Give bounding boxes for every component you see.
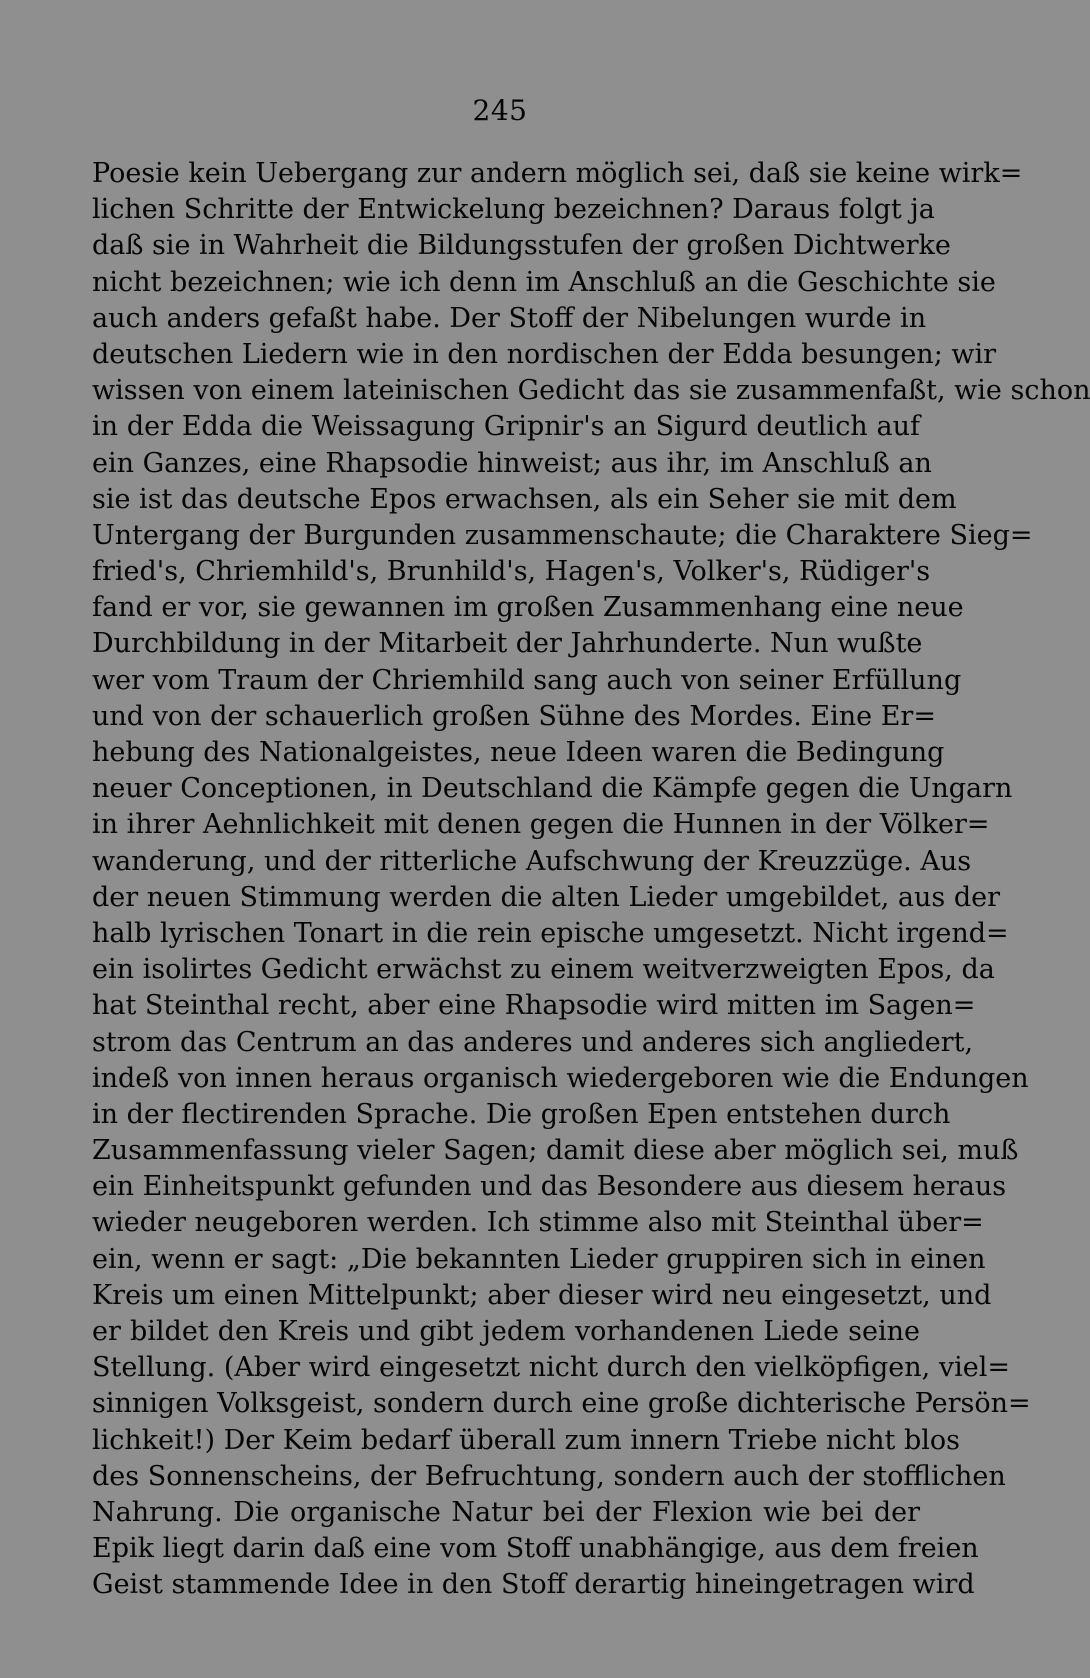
text-line: der neuen Stimmung werden die alten Lieder umgebildet, aus der <box>92 881 1001 913</box>
text-line: wanderung, und der ritterliche Aufschwung der Kreuzzüge. Aus <box>92 845 972 877</box>
text-line: Zusammenfassung vieler Sagen; damit diese aber möglich sei, muß <box>92 1135 1019 1167</box>
body-text <box>92 156 1090 1604</box>
text-line: und von der schauerlich großen Sühne des Mordes. Eine Er= <box>92 700 936 732</box>
text-line: ein Ganzes, eine Rhapsodie hinweist; aus ihr, im Anschluß an <box>92 447 932 479</box>
text-line: des Sonnenscheins, der Befruchtung, sondern auch der stofflichen <box>92 1460 1006 1492</box>
text-line: neuer Conceptionen, in Deutschland die Kämpfe gegen die Ungarn <box>92 773 1013 805</box>
text-line: ein, wenn er sagt: „Die bekannten Lieder gruppiren sich in einen <box>92 1243 986 1275</box>
text-line: deutschen Liedern wie in den nordischen der Edda besungen; wir <box>92 338 997 370</box>
text-line: Stellung. (Aber wird eingesetzt nicht durch den vielköpfigen, viel= <box>92 1352 1010 1384</box>
text-line: fand er vor, sie gewannen im großen Zusammenhang eine neue <box>92 592 964 624</box>
text-line: Epik liegt darin daß eine vom Stoff unabhängige, aus dem freien <box>92 1533 979 1565</box>
text-line: Nahrung. Die organische Natur bei der Flexion wie bei der <box>92 1496 920 1528</box>
text-line: Poesie kein Uebergang zur andern möglich sei, daß sie keine wirk= <box>92 158 1023 189</box>
text-line: ein Einheitspunkt gefunden und das Besondere aus diesem heraus <box>92 1171 1007 1203</box>
text-line: sinnigen Volksgeist, sondern durch eine große dichterische Persön= <box>92 1388 1031 1420</box>
text-line: Durchbildung in der Mitarbeit der Jahrhunderte. Nun wußte <box>92 628 923 660</box>
text-line: wer vom Traum der Chriemhild sang auch von seiner Erfüllung <box>92 664 962 696</box>
text-line: hat Steinthal recht, aber eine Rhapsodie wird mitten im Sagen= <box>92 990 976 1022</box>
text-line: sie ist das deutsche Epos erwachsen, als ein Seher sie mit dem <box>92 483 957 515</box>
text-line: fried's, Chriemhild's, Brunhild's, Hagen's, Volker's, Rüdiger's <box>92 556 931 588</box>
text-line: auch anders gefaßt habe. Der Stoff der Nibelungen wurde in <box>92 302 927 334</box>
text-line: strom das Centrum an das anderes und anderes sich angliedert, <box>92 1026 974 1058</box>
text-line: indeß von innen heraus organisch wiedergeboren wie die Endungen <box>92 1062 1029 1094</box>
text-line: Untergang der Burgunden zusammenschaute; die Charaktere Sieg= <box>92 519 1033 551</box>
text-line: in der flectirenden Sprache. Die großen Epen entstehen durch <box>92 1098 951 1130</box>
text-line: halb lyrischen Tonart in die rein epische umgesetzt. Nicht irgend= <box>92 917 1009 949</box>
text-line: lichen Schritte der Entwickelung bezeichnen? Daraus folgt ja <box>92 194 935 226</box>
text-line: hebung des Nationalgeistes, neue Ideen waren die Bedingung <box>92 737 945 768</box>
text-line: wieder neugeboren werden. Ich stimme also mit Steinthal über= <box>92 1207 984 1239</box>
text-line: in ihrer Aehnlichkeit mit denen gegen die Hunnen in der Völker= <box>92 809 990 841</box>
text-line: wissen von einem lateinischen Gedicht das sie zusammenfaßt, wie schon <box>92 375 1090 407</box>
text-line: nicht bezeichnen; wie ich denn im Anschluß an die Geschichte sie <box>92 266 996 298</box>
text-line: Geist stammende Idee in den Stoff derartig hineingetragen wird <box>92 1569 975 1601</box>
text-line: in der Edda die Weissagung Gripnir's an Sigurd deutlich auf <box>92 411 920 443</box>
text-line: Kreis um einen Mittelpunkt; aber dieser wird neu eingesetzt, und <box>92 1279 992 1311</box>
text-line: lichkeit!) Der Keim bedarf überall zum innern Triebe nicht blos <box>92 1424 961 1456</box>
page-number: 245 <box>472 94 528 127</box>
text-line: daß sie in Wahrheit die Bildungsstufen der großen Dichtwerke <box>92 230 951 262</box>
text-line: ein isolirtes Gedicht erwächst zu einem weitverzweigten Epos, da <box>92 954 995 986</box>
text-line: er bildet den Kreis und gibt jedem vorhandenen Liede seine <box>92 1316 920 1347</box>
